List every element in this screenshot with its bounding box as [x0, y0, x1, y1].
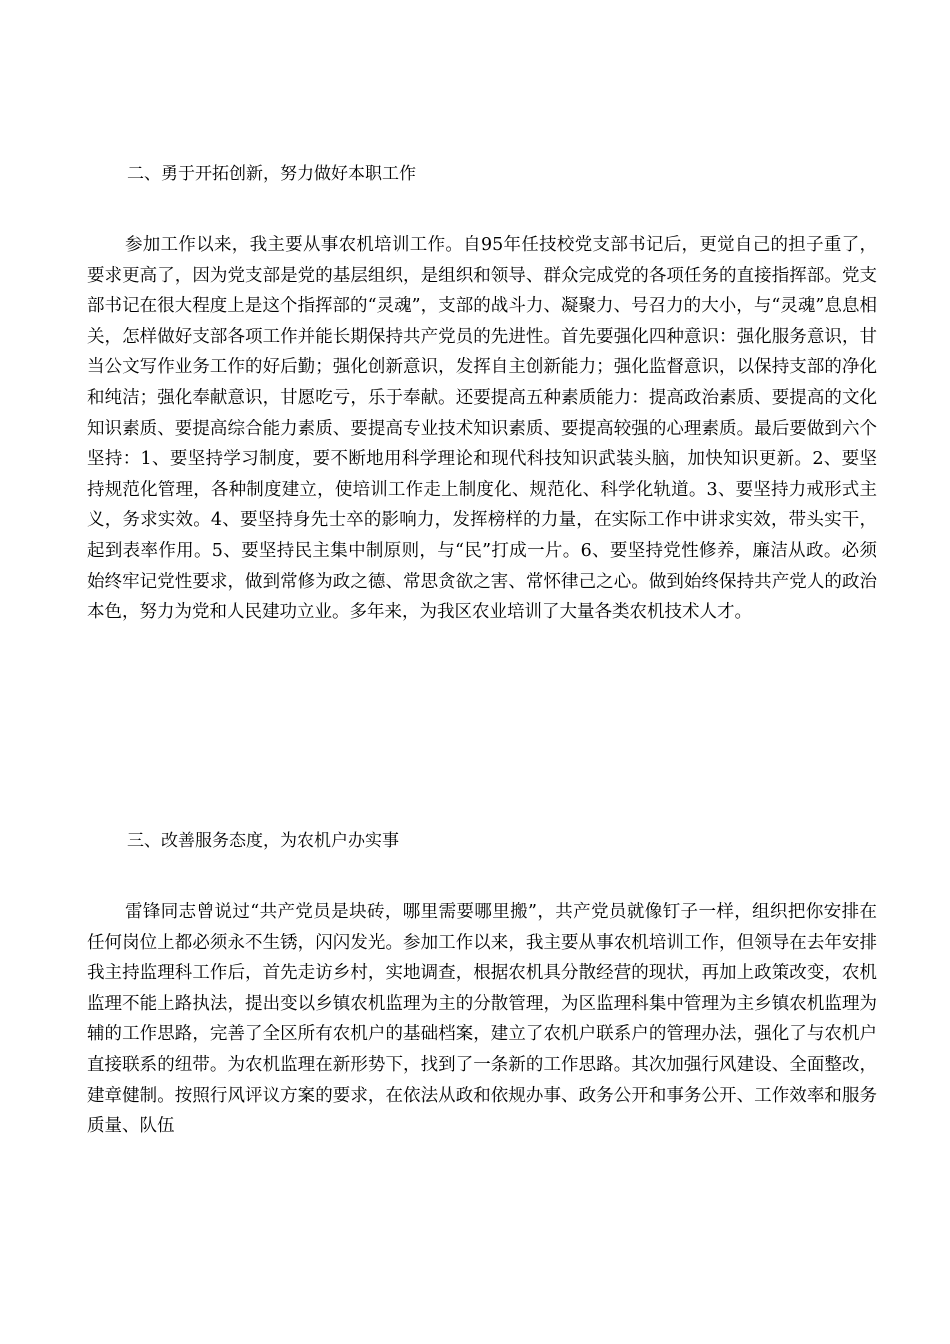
section-paragraph-2: 参加工作以来，我主要从事农机培训工作。自95年任技校党支部书记后，更觉自己的担子重了，要求更高了，因为党支部是党的基层组织，是组织和领导、群众完成党的各项任务的直接指挥部。党支部书记在很大程度上是这个指挥部的“灵魂”，支部的战斗力、凝聚力、号召力的大小，与“灵魂”息息相关，怎样做好支部各项工作并能长期保持共产党员的先进性。首先要强化四种意识：强化服务意识，甘当公文写作业务工作的好后勤；强化创新意识，发挥自主创新能力；强化监督意识，以保持支部的净化和纯洁；强化奉献意识，甘愿吃亏，乐于奉献。还要提高五种素质能力：提高政治素质、要提高的文化知识素质、要提高综合能力素质、要提高专业技术知识素质、要提高较强的心理素质。最后要做到六个坚持：1、要坚持学习制度，要不断地用科学理论和现代科技知识武装头脑，加快知识更新。2、要坚持规范化管理，各种制度建立，使培训工作走上制度化、规范化、科学化轨道。3、要坚持力戒形式主义，务求实效。4、要坚持身先士卒的影响力，发挥榜样的力量，在实际工作中讲求实效，带头实干，起到表率作用。5、要坚持民主集中制原则，与“民”打成一片。6、要坚持党性修养，廉洁从政。必须始终牢记党性要求，做到常修为政之德、常思贪欲之害、常怀律己之心。做到始终保持共产党人的政治本色，努力为党和人民建功立业。多年来，为我区农业培训了大量各类农机技术人才。 [87, 235, 877, 623]
section-heading-2: 二、勇于开拓创新，努力做好本职工作 [127, 164, 416, 184]
section-paragraph-3: 雷锋同志曾说过“共产党员是块砖，哪里需要哪里搬”，共产党员就像钉子一样，组织把你安排在任何岗位上都必须永不生锈，闪闪发光。参加工作以来，我主要从事农机培训工作，但领导在去年安排我主持监理科工作后，首先走访乡村，实地调查，根据农机具分散经营的现状，再加上政策改变，农机监理不能上路执法，提出变以乡镇农机监理为主的分散管理，为区监理科集中管理为主乡镇农机监理为辅的工作思路，完善了全区所有农机户的基础档案，建立了农机户联系户的管理办法，强化了与农机户直接联系的纽带。为农机监理在新形势下，找到了一条新的工作思路。其次加强行风建设、全面整改，建章健制。按照行风评议方案的要求，在依法从政和依规办事、政务公开和事务公开、工作效率和服务质量、队伍 [87, 902, 877, 1137]
section-heading-3: 三、改善服务态度，为农机户办实事 [127, 831, 399, 851]
